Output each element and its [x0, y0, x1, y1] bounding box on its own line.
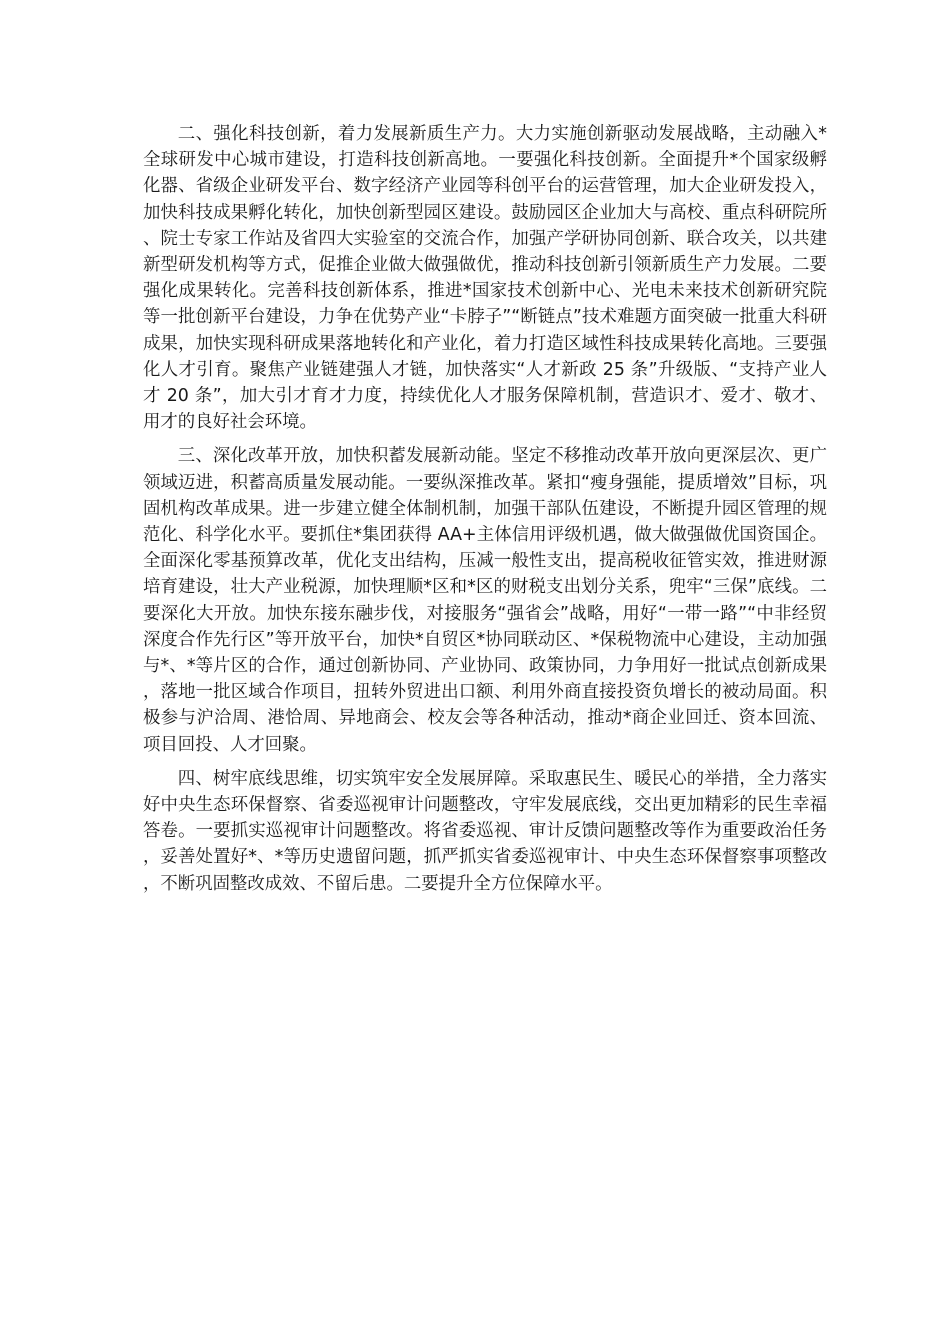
paragraph-reform-opening: 三、深化改革开放，加快积蓄发展新动能。坚定不移推动改革开放向更深层次、更广领域迈进，积蓄高质量发展动能。一要纵深推改革。紧扣“瘦身强能，提质增效”目标，巩固机构改革成果。进一步建立健全体制机制，加强干部队伍建设，不断提升园区管理的规范化、科学化水平。要抓住*集团获得 AA+主体信用评级机遇，做大做强做优国资国企。全面深化零基预算改革，优化支出结构，压减一般性支出，提高税收征管实效，推进财源培育建设，壮大产业税源，加快理顺*区和*区的财税支出划分关系，兜牢“三保”底线。二要深化大开放。加快东接东融步伐，对接服务“强省会”战略，用好“一带一路”“中非经贸深度合作先行区”等开放平台，加快*自贸区*协同联动区、*保税物流中心建设，主动加强与*、*等片区的合作，通过创新协同、产业协同、政策协同，力争用好一批试点创新成果，落地一批区域合作项目，扭转外贸进出口额、利用外商直接投资负增长的被动局面。积极参与沪洽周、港恰周、异地商会、校友会等各种活动，推动*商企业回迁、资本回流、项目回投、人才回聚。 [143, 446, 827, 755]
paragraph-bottom-line-security: 四、树牢底线思维，切实筑牢安全发展屏障。采取惠民生、暖民心的举措，全力落实好中央生态环保督察、省委巡视审计问题整改，守牢发展底线，交出更加精彩的民生幸福答卷。一要抓实巡视审计问题整改。将省委巡视、审计反馈问题整改等作为重要政治任务，妥善处置好*、*等历史遗留问题，抓严抓实省委巡视审计、中央生态环保督察事项整改，不断巩固整改成效、不留后患。二要提升全方位保障水平。 [143, 768, 827, 894]
document-body [143, 121, 827, 905]
paragraph-tech-innovation: 二、强化科技创新，着力发展新质生产力。大力实施创新驱动发展战略，主动融入*全球研发中心城市建设，打造科技创新高地。一要强化科技创新。全面提升*个国家级孵化器、省级企业研发平台、数字经济产业园等科创平台的运营管理，加大企业研发投入，加快科技成果孵化转化，加快创新型园区建设。鼓励园区企业加大与高校、重点科研院所、院士专家工作站及省四大实验室的交流合作，加强产学研协同创新、联合攻关，以共建新型研发机构等方式，促推企业做大做强做优，推动科技创新引领新质生产力发展。二要强化成果转化。完善科技创新体系，推进*国家技术创新中心、光电未来技术创新研究院等一批创新平台建设，力争在优势产业“卡脖子”“断链点”技术难题方面突破一批重大科研成果，加快实现科研成果落地转化和产业化，着力打造区域性科技成果转化高地。三要强化人才引育。聚焦产业链建强人才链，加快落实“人才新政 25 条”升级版、“支持产业人才 20 条”，加大引才育才力度，持续优化人才服务保障机制，营造识才、爱才、敬才、用才的良好社会环境。 [143, 124, 827, 433]
